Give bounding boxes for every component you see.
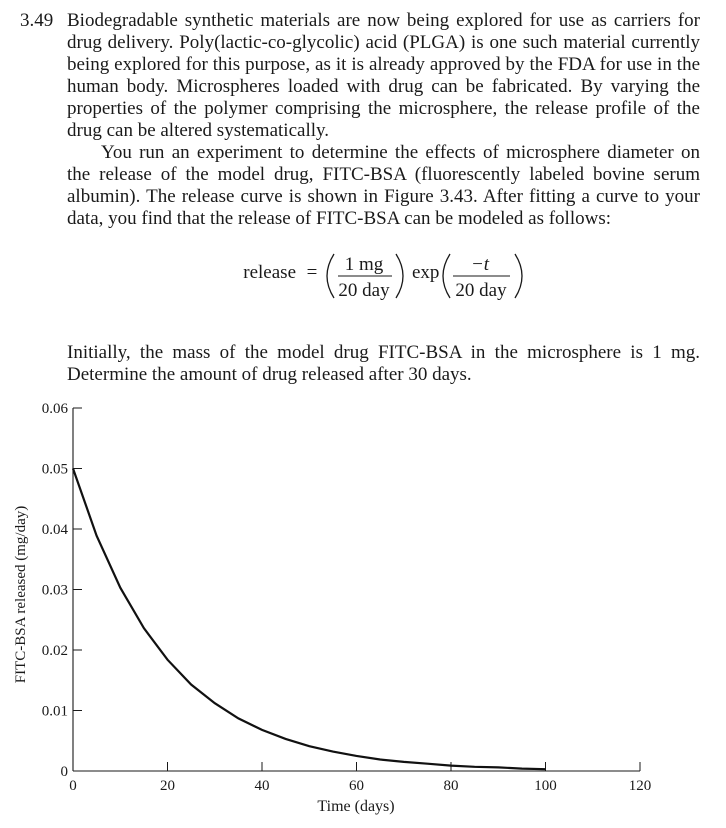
x-tick-label: 100 [534, 778, 557, 794]
y-tick-label: 0.04 [41, 522, 68, 538]
problem-paragraph-2: You run an experiment to determine the effects of microsphere diameter on the release of the model drug, FITC-BSA (fluorescently labeled bovine serum albumin). The release curve is shown in Figure 3.43. After fitting a curve to your data, you find that the release of FITC-BSA can be modeled as follows: [67, 142, 700, 229]
equation-numerator-1: 1 mg [344, 254, 384, 275]
problem-number: 3.49 [20, 10, 54, 31]
release-equation [0, 246, 726, 306]
equation-lhs: release [243, 262, 296, 283]
x-tick-label: 20 [160, 778, 175, 794]
y-tick-label: 0 [60, 764, 68, 780]
y-tick-label: 0.03 [41, 582, 68, 599]
left-paren-1 [327, 254, 334, 298]
y-tick-label: 0.01 [41, 703, 68, 720]
y-axis-label: FITC-BSA released (mg/day) [13, 505, 29, 684]
problem-text [20, 10, 700, 230]
y-tick-label: 0.02 [41, 643, 68, 659]
x-axis-label: Time (days) [317, 798, 395, 815]
right-paren-1 [396, 254, 403, 298]
equation-equals: = [306, 262, 318, 283]
equation-numerator-2: −t [470, 254, 490, 275]
release-curve [73, 469, 546, 770]
problem-paragraph-1: Biodegradable synthetic materials are now being explored for use as carriers for drug delivery. Poly(lactic-co-glycolic) acid (PLGA) is one such material currently being explored for this purpose, as it is already approved by the FDA for use in the human body. Microspheres loaded with drug can be fabricated. By varying the properties of the polymer comprising the microsphere, the release profile of the drug can be altered systematically. [67, 10, 700, 141]
x-tick-label: 0 [69, 778, 77, 794]
y-tick-label: 0.06 [41, 401, 68, 417]
x-tick-label: 40 [254, 778, 270, 794]
chart-axes [42, 401, 652, 794]
y-tick-label: 0.05 [41, 461, 68, 478]
problem-question: Initially, the mass of the model drug FITC-BSA in the microsphere is 1 mg. Determine the amount of drug released after 30 days. [67, 342, 700, 385]
right-paren-2 [515, 254, 522, 298]
left-paren-2 [443, 254, 450, 298]
equation-denominator-2: 20 day [455, 280, 507, 301]
x-tick-label: 60 [349, 778, 364, 794]
release-curve-chart [0, 380, 726, 828]
x-tick-label: 120 [628, 778, 652, 794]
equation-denominator-1: 20 day [338, 280, 390, 301]
equation-function: exp [412, 262, 440, 283]
x-tick-label: 80 [443, 778, 459, 794]
